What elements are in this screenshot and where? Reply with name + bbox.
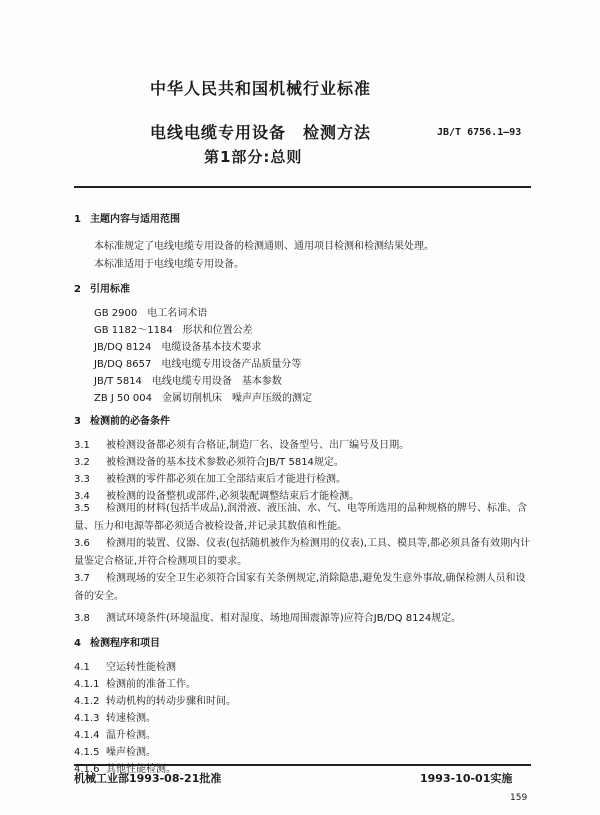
clause-number: 3.8 [74, 613, 90, 624]
clause-item [74, 743, 156, 758]
clause-number: 4.1.1 [74, 679, 100, 690]
clause-item [74, 470, 346, 485]
clause-text: 检测用的材料(包括半成品),润滑液、液压油、水、气、电等所选用的品种规格的牌号、标准、含量、压力和电源等都必须适合被检设备,并记录其数值和性能。 [74, 503, 527, 532]
section-number: 3 [74, 416, 81, 427]
footer-rule [74, 764, 531, 766]
section-2-heading [74, 280, 130, 295]
section-4-heading [74, 634, 160, 649]
clause-number: 3.5 [74, 503, 90, 514]
page-number: 159 [510, 793, 528, 803]
clause-text: 被检测设备的基本技术参数必须符合JB/T 5814规定。 [106, 457, 344, 468]
clause-text: 测试环境条件(环境温度、相对湿度、场地周围震源等)应符合JB/DQ 8124规定。 [106, 613, 462, 624]
clause-number: 3.6 [74, 538, 90, 549]
clause-item [74, 570, 534, 605]
reference-item: JB/DQ 8124 电缆设备基本技术要求 [94, 342, 262, 353]
clause-number: 3.1 [74, 440, 90, 451]
clause-item [74, 500, 534, 535]
section-title: 检测前的必备条件 [90, 416, 170, 427]
clause-text: 被检测的设备整机或部件,必须装配调整结束后才能检测。 [106, 491, 360, 502]
clause-item [74, 692, 236, 707]
clause-number: 3.4 [74, 491, 90, 502]
clause-number: 3.3 [74, 474, 90, 485]
clause-number: 4.1.5 [74, 747, 100, 758]
reference-item: GB 2900 电工名词术语 [94, 308, 208, 319]
document-subtitle: 第1部分:总则 [204, 148, 303, 166]
section-1-heading [74, 210, 180, 225]
clause-text: 检测现场的安全卫生必须符合国家有关条例规定,消除隐患,避免发生意外事故,确保检测人员和设备的安全。 [74, 573, 526, 602]
clause-text: 其他性能检测。 [106, 764, 176, 775]
section-3-heading [74, 412, 170, 427]
section-title: 主题内容与适用范围 [90, 214, 180, 225]
clause-number: 4.1.2 [74, 696, 100, 707]
clause-number: 4.1.6 [74, 764, 100, 775]
clause-text: 被检测的零件都必须在加工全部结束后才能进行检测。 [106, 474, 346, 485]
issuing-organization: 中华人民共和国机械行业标准 [150, 79, 372, 98]
section-title: 引用标准 [90, 284, 130, 295]
effective-date: 1993-10-01实施 [420, 772, 513, 785]
clause-item [74, 436, 409, 451]
clause-number: 3.2 [74, 457, 90, 468]
reference-item: JB/T 5814 电线电缆专用设备 基本参数 [94, 376, 282, 387]
clause-text: 转速检测。 [106, 713, 156, 724]
clause-number: 4.1.3 [74, 713, 100, 724]
clause-number: 4.1 [74, 662, 90, 673]
clause-item [74, 609, 461, 624]
clause-text: 被检测设备都必须有合格证,制造厂名、设备型号、出厂编号及日期。 [106, 440, 410, 451]
clause-item [74, 726, 156, 741]
header-rule [74, 186, 531, 188]
clause-number: 3.7 [74, 573, 90, 584]
section-number: 1 [74, 214, 81, 225]
clause-text: 温升检测。 [106, 730, 156, 741]
reference-item: ZB J 50 004 金属切削机床 噪声声压级的测定 [94, 393, 313, 404]
clause-item [74, 709, 156, 724]
clause-item [74, 535, 534, 570]
clause-text: 检测前的准备工作。 [106, 679, 196, 690]
clause-text: 空运转性能检测 [106, 662, 176, 673]
clause-item [74, 453, 344, 468]
paragraph: 本标准规定了电线电缆专用设备的检测通则、通用项目检测和检测结果处理。 [94, 241, 434, 252]
clause-item [74, 675, 196, 690]
reference-item: JB/DQ 8657 电线电缆专用设备产品质量分等 [94, 359, 302, 370]
section-number: 4 [74, 638, 81, 649]
reference-item: GB 1182～1184 形状和位置公差 [94, 325, 253, 336]
clause-text: 检测用的装置、仪器、仪表(包括随机被作为检测用的仪表),工具、模具等,都必须具备有效期内计量鉴定合格证,并符合检测项目的要求。 [74, 538, 531, 567]
clause-number: 4.1.4 [74, 730, 100, 741]
clause-text: 转动机构的转动步骤和时间。 [106, 696, 236, 707]
clause-item [74, 658, 176, 673]
section-title: 检测程序和项目 [90, 638, 160, 649]
document-title: 电线电缆专用设备 检测方法 [150, 123, 372, 142]
clause-text: 噪声检测。 [106, 747, 156, 758]
section-number: 2 [74, 284, 81, 295]
approval-date: 机械工业部1993-08-21批准 [74, 772, 222, 785]
paragraph: 本标准适用于电线电缆专用设备。 [94, 259, 244, 270]
standard-code: JB/T 6756.1—93 [437, 127, 522, 138]
